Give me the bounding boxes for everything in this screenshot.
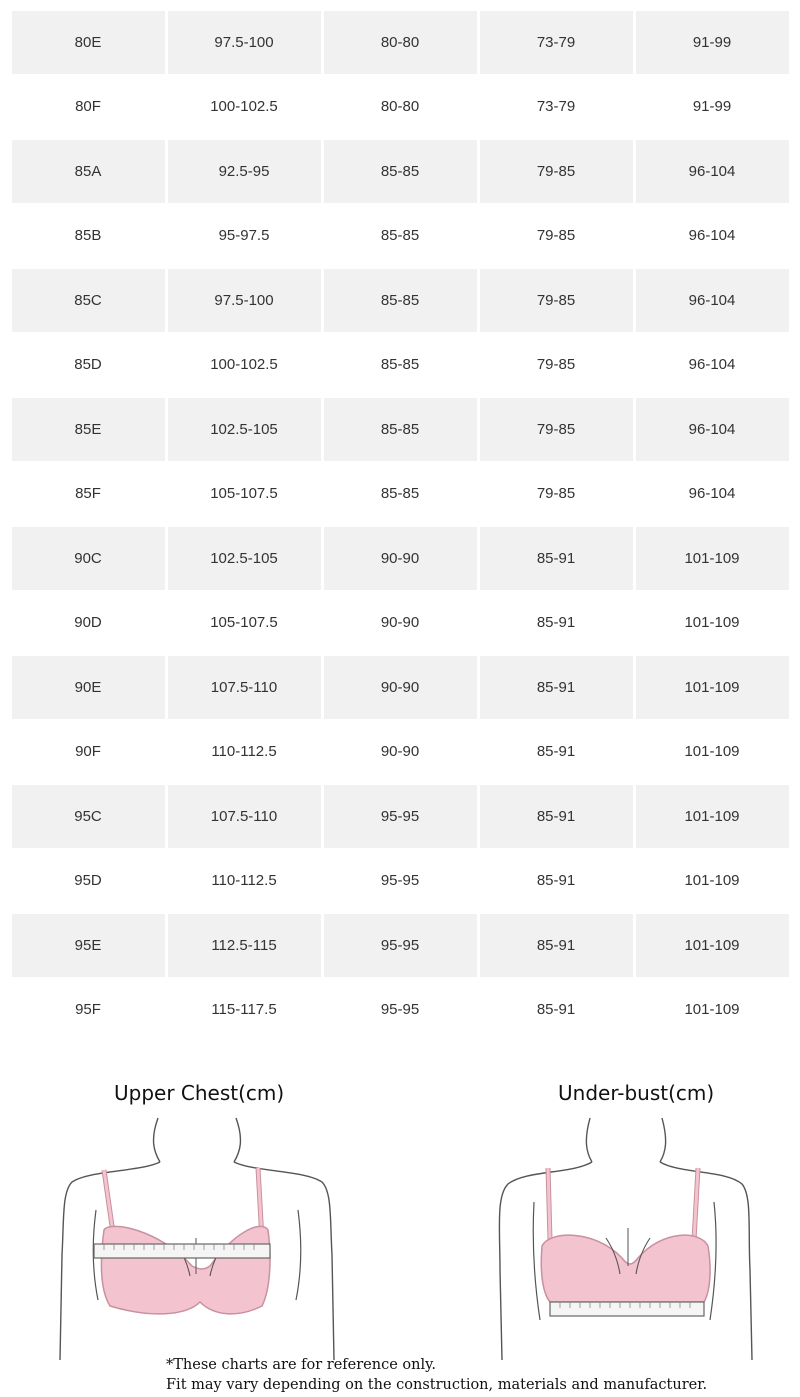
disclaimer-footnote bbox=[166, 1355, 707, 1395]
table-cell: 101-109 bbox=[636, 527, 789, 590]
table-row bbox=[10, 204, 790, 269]
table-cell: 85C bbox=[12, 269, 165, 332]
footnote-line-2: Fit may vary depending on the construction, materials and manufacturer. bbox=[166, 1377, 708, 1393]
table-cell: 79-85 bbox=[536, 356, 576, 374]
table-cell: 85B bbox=[74, 227, 102, 245]
upper-chest-label: Upper Chest(cm) bbox=[114, 1081, 285, 1105]
table-cell: 95F bbox=[75, 1001, 101, 1019]
table-cell: 80F bbox=[75, 98, 101, 116]
table-cell: 80-80 bbox=[324, 11, 477, 74]
table-cell: 85-91 bbox=[480, 656, 633, 719]
table-cell: 79-85 bbox=[536, 485, 576, 503]
table-cell: 85-85 bbox=[380, 227, 420, 245]
table-cell: 90-90 bbox=[380, 743, 420, 761]
table-cell: 95-95 bbox=[324, 914, 477, 977]
table-cell: 96-104 bbox=[688, 356, 736, 374]
table-cell: 95D bbox=[74, 872, 102, 890]
table-cell: 95-95 bbox=[380, 872, 420, 890]
table-cell: 85F bbox=[75, 485, 101, 503]
table-cell: 96-104 bbox=[688, 227, 736, 245]
table-cell: 79-85 bbox=[480, 269, 633, 332]
table-cell: 101-109 bbox=[636, 914, 789, 977]
table-cell: 85A bbox=[12, 140, 165, 203]
table-row bbox=[10, 397, 790, 462]
table-cell: 101-109 bbox=[684, 743, 740, 761]
table-cell: 85-85 bbox=[380, 356, 420, 374]
table-cell: 80-80 bbox=[380, 98, 420, 116]
table-cell: 95-95 bbox=[380, 1001, 420, 1019]
footnote-line-1: *These charts are for reference only. bbox=[166, 1357, 436, 1373]
table-row bbox=[10, 526, 790, 591]
table-cell: 80E bbox=[12, 11, 165, 74]
table-row bbox=[10, 978, 790, 1043]
table-cell: 115-117.5 bbox=[211, 1001, 277, 1019]
table-cell: 85-91 bbox=[480, 527, 633, 590]
table-cell: 107.5-110 bbox=[168, 656, 321, 719]
table-cell: 95-95 bbox=[324, 785, 477, 848]
table-row bbox=[10, 913, 790, 978]
table-cell: 95C bbox=[12, 785, 165, 848]
table-cell: 91-99 bbox=[636, 11, 789, 74]
under-bust-illustration bbox=[400, 1070, 800, 1360]
table-cell: 73-79 bbox=[536, 98, 576, 116]
table-cell: 107.5-110 bbox=[168, 785, 321, 848]
table-cell: 102.5-105 bbox=[168, 398, 321, 461]
table-cell: 90D bbox=[74, 614, 102, 632]
table-cell: 90C bbox=[12, 527, 165, 590]
table-row bbox=[10, 333, 790, 398]
table-cell: 85-91 bbox=[536, 1001, 576, 1019]
table-cell: 85-85 bbox=[324, 398, 477, 461]
table-row bbox=[10, 591, 790, 656]
table-cell: 79-85 bbox=[480, 140, 633, 203]
table-cell: 112.5-115 bbox=[168, 914, 321, 977]
upper-chest-illustration bbox=[0, 1070, 400, 1360]
table-cell: 96-104 bbox=[636, 269, 789, 332]
table-cell: 85-91 bbox=[536, 743, 576, 761]
table-row bbox=[10, 784, 790, 849]
table-cell: 90-90 bbox=[324, 656, 477, 719]
table-cell: 79-85 bbox=[480, 398, 633, 461]
table-cell: 105-107.5 bbox=[210, 485, 278, 503]
table-row bbox=[10, 268, 790, 333]
table-cell: 85-91 bbox=[480, 785, 633, 848]
table-cell: 73-79 bbox=[480, 11, 633, 74]
table-cell: 100-102.5 bbox=[210, 356, 278, 374]
table-row bbox=[10, 10, 790, 75]
table-cell: 101-109 bbox=[636, 656, 789, 719]
table-cell: 101-109 bbox=[684, 614, 740, 632]
table-cell: 110-112.5 bbox=[211, 743, 277, 761]
table-cell: 95-97.5 bbox=[218, 227, 270, 245]
table-cell: 90E bbox=[12, 656, 165, 719]
table-cell: 96-104 bbox=[688, 485, 736, 503]
table-cell: 85-91 bbox=[536, 872, 576, 890]
table-row bbox=[10, 849, 790, 914]
table-row bbox=[10, 720, 790, 785]
table-cell: 102.5-105 bbox=[168, 527, 321, 590]
table-cell: 110-112.5 bbox=[211, 872, 277, 890]
table-row bbox=[10, 462, 790, 527]
table-cell: 85-91 bbox=[480, 914, 633, 977]
under-bust-diagram bbox=[400, 1070, 800, 1360]
table-cell: 101-109 bbox=[684, 872, 740, 890]
upper-chest-diagram bbox=[0, 1070, 400, 1360]
table-cell: 97.5-100 bbox=[168, 11, 321, 74]
table-cell: 101-109 bbox=[684, 1001, 740, 1019]
table-cell: 91-99 bbox=[692, 98, 732, 116]
under-bust-label: Under-bust(cm) bbox=[558, 1081, 715, 1105]
table-row bbox=[10, 75, 790, 140]
table-cell: 85-85 bbox=[324, 269, 477, 332]
table-cell: 85D bbox=[74, 356, 102, 374]
table-cell: 96-104 bbox=[636, 398, 789, 461]
table-cell: 85E bbox=[12, 398, 165, 461]
table-cell: 85-91 bbox=[536, 614, 576, 632]
table-cell: 79-85 bbox=[536, 227, 576, 245]
table-cell: 90F bbox=[75, 743, 101, 761]
table-cell: 97.5-100 bbox=[168, 269, 321, 332]
table-cell: 101-109 bbox=[636, 785, 789, 848]
table-cell: 96-104 bbox=[636, 140, 789, 203]
table-cell: 90-90 bbox=[324, 527, 477, 590]
table-cell: 105-107.5 bbox=[210, 614, 278, 632]
table-cell: 100-102.5 bbox=[210, 98, 278, 116]
table-cell: 90-90 bbox=[380, 614, 420, 632]
table-row bbox=[10, 139, 790, 204]
table-cell: 85-85 bbox=[380, 485, 420, 503]
table-row bbox=[10, 655, 790, 720]
table-cell: 95E bbox=[12, 914, 165, 977]
table-cell: 92.5-95 bbox=[168, 140, 321, 203]
table-cell: 85-85 bbox=[324, 140, 477, 203]
size-chart-table bbox=[10, 10, 790, 1042]
